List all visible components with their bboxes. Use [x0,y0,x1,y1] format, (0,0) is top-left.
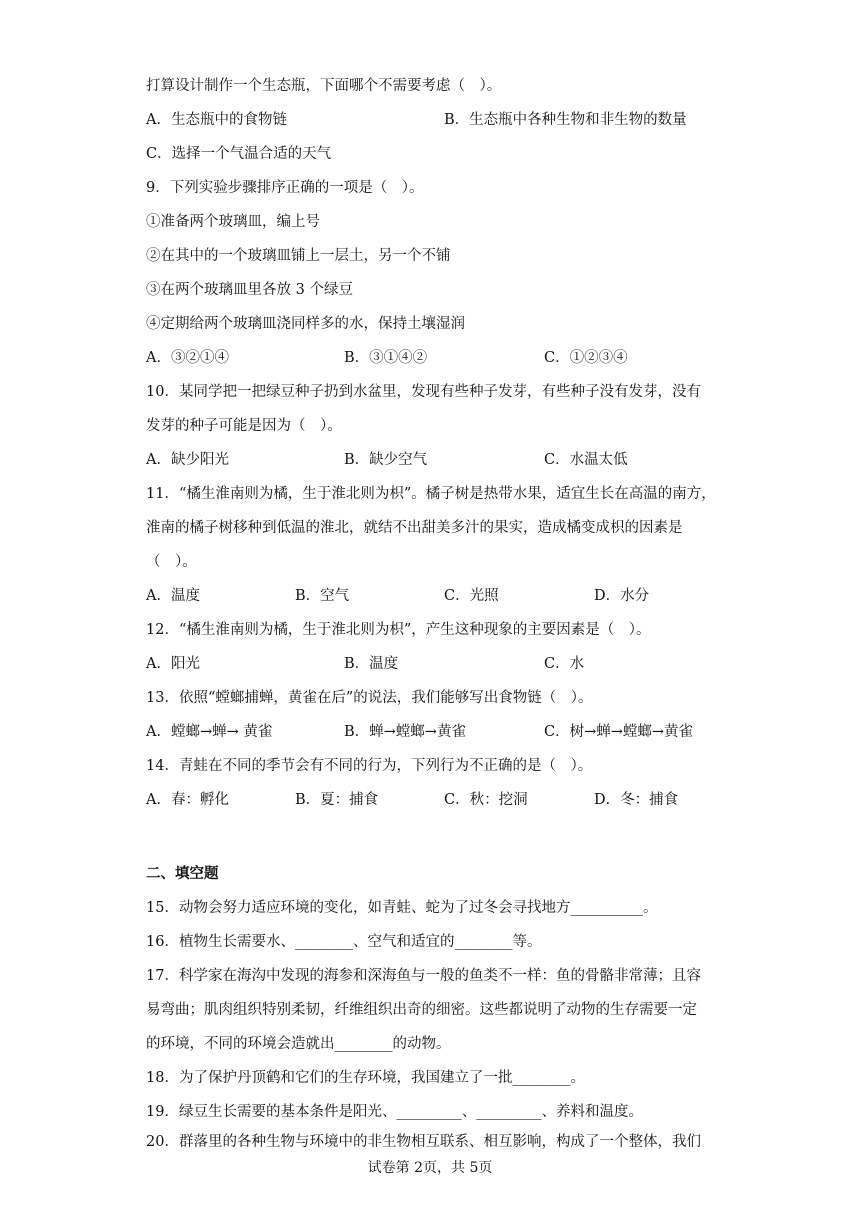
question-17-line-3: 的环境，不同的环境会造就出________的动物。 [146,1036,451,1052]
question-10-option-c: C．水温太低 [544,452,628,468]
question-19: 19．绿豆生长需要的基本条件是阳光、_________、_________、养料和温度。 [146,1104,643,1120]
question-8-option-a: A．生态瓶中的食物链 [146,112,287,128]
question-20-line-1: 20．群落里的各种生物与环境中的非生物相互联系、相互影响，构成了一个整体，我们 [146,1134,701,1150]
question-9-option-a: A．③②①④ [146,350,229,366]
section-heading-fill-in: 二、填空题 [146,866,219,882]
question-11-stem-line-3: （ ）。 [146,554,197,570]
question-11-option-b: B．空气 [295,588,350,604]
question-9-stem: 9．下列实验步骤排序正确的一项是（ ）。 [146,180,424,196]
question-11-stem-line-2: 淮南的橘子树移种到低温的淮北，就结不出甜美多汁的果实，造成橘变成枳的因素是 [146,520,683,536]
question-11-option-d: D．水分 [594,588,650,604]
page-footer: 试卷第 2页，共 5页 [367,1160,493,1176]
question-14-option-d: D．冬：捕食 [594,792,679,808]
question-14-stem: 14．青蛙在不同的季节会有不同的行为，下列行为不正确的是（ ）。 [146,758,593,774]
question-10-stem-line-2: 发芽的种子可能是因为（ ）。 [146,418,342,434]
question-8-option-c: C．选择一个气温合适的天气 [146,146,332,162]
question-12-stem: 12．“橘生淮南则为橘，生于淮北则为枳”，产生这种现象的主要因素是（ ）。 [146,622,651,638]
question-16: 16．植物生长需要水、________、空气和适宜的________等。 [146,934,542,950]
question-14-option-a: A．春：孵化 [146,792,229,808]
question-14-option-b: B．夏：捕食 [295,792,379,808]
question-14-option-c: C．秋：挖洞 [444,792,528,808]
question-12-option-a: A．阳光 [146,656,200,672]
question-13-option-c: C．树→蝉→螳螂→黄雀 [544,724,694,740]
question-12-option-c: C．水 [544,656,585,672]
question-9-step-1: ①准备两个玻璃皿，编上号 [146,214,320,230]
question-10-option-b: B．缺少空气 [344,452,428,468]
question-8-option-b: B．生态瓶中各种生物和非生物的数量 [444,112,687,128]
question-11-stem-line-1: 11．“橘生淮南则为橘，生于淮北则为枳”。橘子树是热带水果，适宜生长在高温的南方， [146,486,716,502]
question-9-option-c: C．①②③④ [544,350,628,366]
question-9-step-2: ②在其中的一个玻璃皿铺上一层土，另一个不铺 [146,248,451,264]
question-11-option-c: C．光照 [444,588,499,604]
question-9-step-4: ④定期给两个玻璃皿浇同样多的水，保持土壤湿润 [146,316,465,332]
question-9-step-3: ③在两个玻璃皿里各放 3 个绿豆 [146,282,353,298]
question-18: 18．为了保护丹顶鹤和它们的生存环境，我国建立了一批________。 [146,1070,585,1086]
question-13-option-a: A．螳螂→蝉→ 黄雀 [146,724,273,740]
question-17-line-1: 17．科学家在海沟中发现的海参和深海鱼与一般的鱼类不一样：鱼的骨骼非常薄；且容 [146,968,701,984]
question-11-option-a: A．温度 [146,588,200,604]
question-10-option-a: A．缺少阳光 [146,452,229,468]
question-10-stem-line-1: 10．某同学把一把绿豆种子扔到水盆里，发现有些种子发芽，有些种子没有发芽，没有 [146,384,701,400]
question-17-line-2: 易弯曲；肌肉组织特别柔韧，纤维组织出奇的细密。这些都说明了动物的生存需要一定 [146,1002,697,1018]
question-9-option-b: B．③①④② [344,350,428,366]
question-8-stem: 打算设计制作一个生态瓶，下面哪个不需要考虑（ ）。 [146,78,502,94]
question-13-option-b: B．蝉→螳螂→黄雀 [344,724,466,740]
question-15: 15．动物会努力适应环境的变化，如青蛙、蛇为了过冬会寻找地方__________。 [146,900,658,916]
question-13-stem: 13．依照“螳螂捕蝉，黄雀在后”的说法，我们能够写出食物链（ ）。 [146,690,593,706]
question-12-option-b: B．温度 [344,656,399,672]
